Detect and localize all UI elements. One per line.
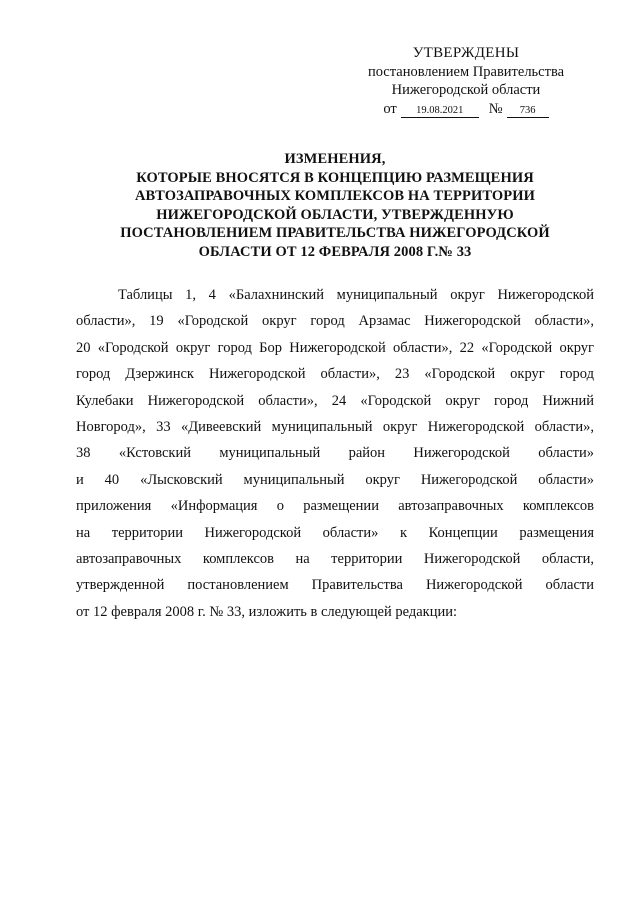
body-paragraph [76,282,594,625]
title-line: ПОСТАНОВЛЕНИЕМ ПРАВИТЕЛЬСТВА НИЖЕГОРОДСКОЙ [120,225,550,241]
title-line: КОТОРЫЕ ВНОСЯТСЯ В КОНЦЕПЦИЮ РАЗМЕЩЕНИЯ [136,169,534,186]
body-line: город Дзержинск Нижегородской области», 23 «Городской округ город [76,366,594,383]
body-line: на территории Нижегородской области» к Концепции размещения [76,524,594,541]
body-line: 38 «Кстовский муниципальный район Нижегородской области» [76,445,594,462]
body-line: и 40 «Лысковский муниципальный округ Нижегородской области» [76,471,594,488]
decree-number: 736 [507,105,549,118]
body-line: утвержденной постановлением Правительства Нижегородской области [76,577,594,594]
number-label: № [488,100,503,117]
body-line: автозаправочных комплексов на территории Нижегородской области, [76,550,594,567]
document-title [90,150,580,261]
approval-line-1: постановлением Правительства [367,63,565,80]
title-line: ОБЛАСТИ ОТ 12 ФЕВРАЛЯ 2008 Г.№ 33 [198,243,472,260]
body-line: области», 19 «Городской округ город Арзамас Нижегородской области», [76,313,594,330]
body-line: Таблицы 1, 4 «Балахнинский муниципальный округ Нижегородской [118,287,594,303]
approval-heading: УТВЕРЖДЕНЫ [412,45,520,61]
approval-line-2: Нижегородской области [391,82,541,98]
approval-block [340,44,592,118]
from-label: от [383,100,397,117]
body-line: Новгород», 33 «Дивеевский муниципальный округ Нижегородской области», [76,418,594,435]
decree-date: 19.08.2021 [401,105,479,118]
body-line: Кулебаки Нижегородской области», 24 «Городской округ город Нижний [76,392,594,409]
title-line: ИЗМЕНЕНИЯ, [284,151,386,167]
decree-line [340,100,592,119]
body-line: от 12 февраля 2008 г. № 33, изложить в следующей редакции: [76,603,458,620]
title-line: АВТОЗАПРАВОЧНЫХ КОМПЛЕКСОВ НА ТЕРРИТОРИИ [134,188,536,204]
body-line: 20 «Городской округ город Бор Нижегородской области», 22 «Городской округ [76,339,594,356]
title-line: НИЖЕГОРОДСКОЙ ОБЛАСТИ, УТВЕРЖДЕННУЮ [156,206,514,223]
body-line: приложения «Информация о размещении автозаправочных комплексов [76,498,594,515]
